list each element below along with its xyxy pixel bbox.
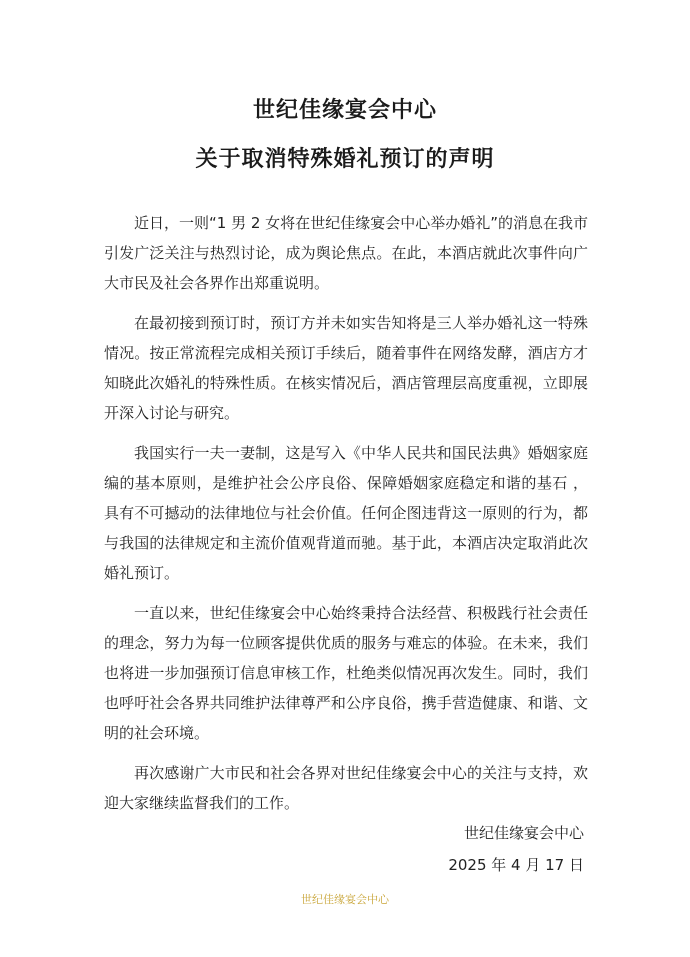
statement-body bbox=[104, 208, 588, 828]
document-title: 世纪佳缘宴会中心 bbox=[252, 98, 437, 123]
paragraph-1: 近日，一则“1 男 2 女将在世纪佳缘宴会中心举办婚礼”的消息在我市引发广泛关注与热烈讨论，成为舆论焦点。在此，本酒店就此次事件向广大市民及社会各界作出郑重说明。 bbox=[104, 214, 588, 292]
paragraph-3: 我国实行一夫一妻制，这是写入《中华人民共和国民法典》婚姻家庭编的基本原则，是维护社会公序良俗、保障婚姻家庭稳定和谐的基石 ，具有不可撼动的法律地位与社会价值。任何企图违背这一原则的行为，都与我国的法律规定和主流价值观背道而驰。基于此，本酒店决定取消此次婚礼预订。 bbox=[104, 444, 588, 582]
paragraph-4: 一直以来，世纪佳缘宴会中心始终秉持合法经营、积极践行社会责任的理念，努力为每一位顾客提供优质的服务与难忘的体验。在未来，我们也将进一步加强预订信息审核工作，杜绝类似情况再次发生。同时，我们也呼吁社会各界共同维护法律尊严和公序良俗，携手营造健康、和谐、文明的社会环境。 bbox=[104, 604, 588, 742]
footer-watermark: 世纪佳缘宴会中心 bbox=[301, 893, 389, 906]
document-subtitle: 关于取消特殊婚礼预订的声明 bbox=[195, 147, 495, 172]
paragraph-2: 在最初接到预订时，预订方并未如实告知将是三人举办婚礼这一特殊情况。按正常流程完成相关预订手续后，随着事件在网络发酵，酒店方才知晓此次婚礼的特殊性质。在核实情况后，酒店管理层高度重视，立即展开深入讨论与研究。 bbox=[104, 314, 588, 422]
signature-organization: 世纪佳缘宴会中心 bbox=[463, 824, 584, 842]
signature-date: 2025 年 4 月 17 日 bbox=[448, 856, 584, 874]
paragraph-5: 再次感谢广大市民和社会各界对世纪佳缘宴会中心的关注与支持，欢迎大家继续监督我们的工作。 bbox=[104, 764, 588, 812]
